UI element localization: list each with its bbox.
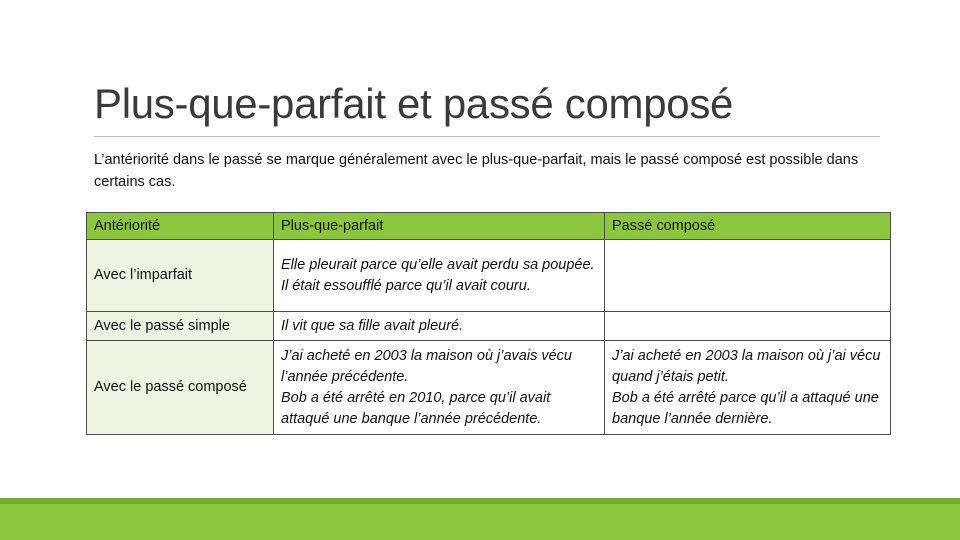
- table-row: [87, 312, 891, 341]
- table-row: [87, 240, 891, 312]
- header-passe-compose: Passé composé: [605, 213, 891, 240]
- footer-accent-bar: [0, 498, 960, 540]
- example-sentence: J’ai acheté en 2003 la maison où j’avais vécu l’année précédente.: [281, 347, 572, 385]
- slide-title: Plus-que-parfait et passé composé: [94, 80, 734, 127]
- table-row: [87, 341, 891, 435]
- cell-pqp-passe-compose: [274, 341, 605, 435]
- cell-pqp-imparfait: [274, 240, 605, 312]
- row-label-imparfait: Avec l’imparfait: [87, 240, 274, 312]
- intro-paragraph: L’antériorité dans le passé se marque généralement avec le plus-que-parfait, mais le passé composé est possible dans certains cas.: [94, 152, 859, 190]
- example-sentence: Il vit que sa fille avait pleuré.: [281, 317, 464, 334]
- cell-pc-imparfait: [605, 240, 891, 312]
- header-plus-que-parfait: Plus-que-parfait: [274, 213, 605, 240]
- comparison-table: [86, 212, 891, 435]
- footer-accent-stripe: [0, 498, 960, 504]
- example-sentence: J’ai acheté en 2003 la maison où j’ai vécu quand j’étais petit.: [612, 347, 881, 385]
- row-label-passe-simple: Avec le passé simple: [87, 312, 274, 341]
- example-sentence: Il était essoufflé parce qu’il avait couru.: [281, 277, 531, 294]
- example-sentence: Elle pleurait parce qu’elle avait perdu sa poupée.: [281, 256, 595, 273]
- example-sentence: Bob a été arrêté parce qu’il a attaqué une banque l’année dernière.: [612, 389, 879, 427]
- cell-pc-passe-simple: [605, 312, 891, 341]
- header-anteriorite: Antériorité: [87, 213, 274, 240]
- example-sentence: Bob a été arrêté en 2010, parce qu’il avait attaqué une banque l’année précédente.: [281, 389, 551, 427]
- title-divider: [94, 136, 880, 137]
- cell-pqp-passe-simple: [274, 312, 605, 341]
- table-header-row: [87, 213, 891, 240]
- cell-pc-passe-compose: [605, 341, 891, 435]
- row-label-passe-compose: Avec le passé composé: [87, 341, 274, 435]
